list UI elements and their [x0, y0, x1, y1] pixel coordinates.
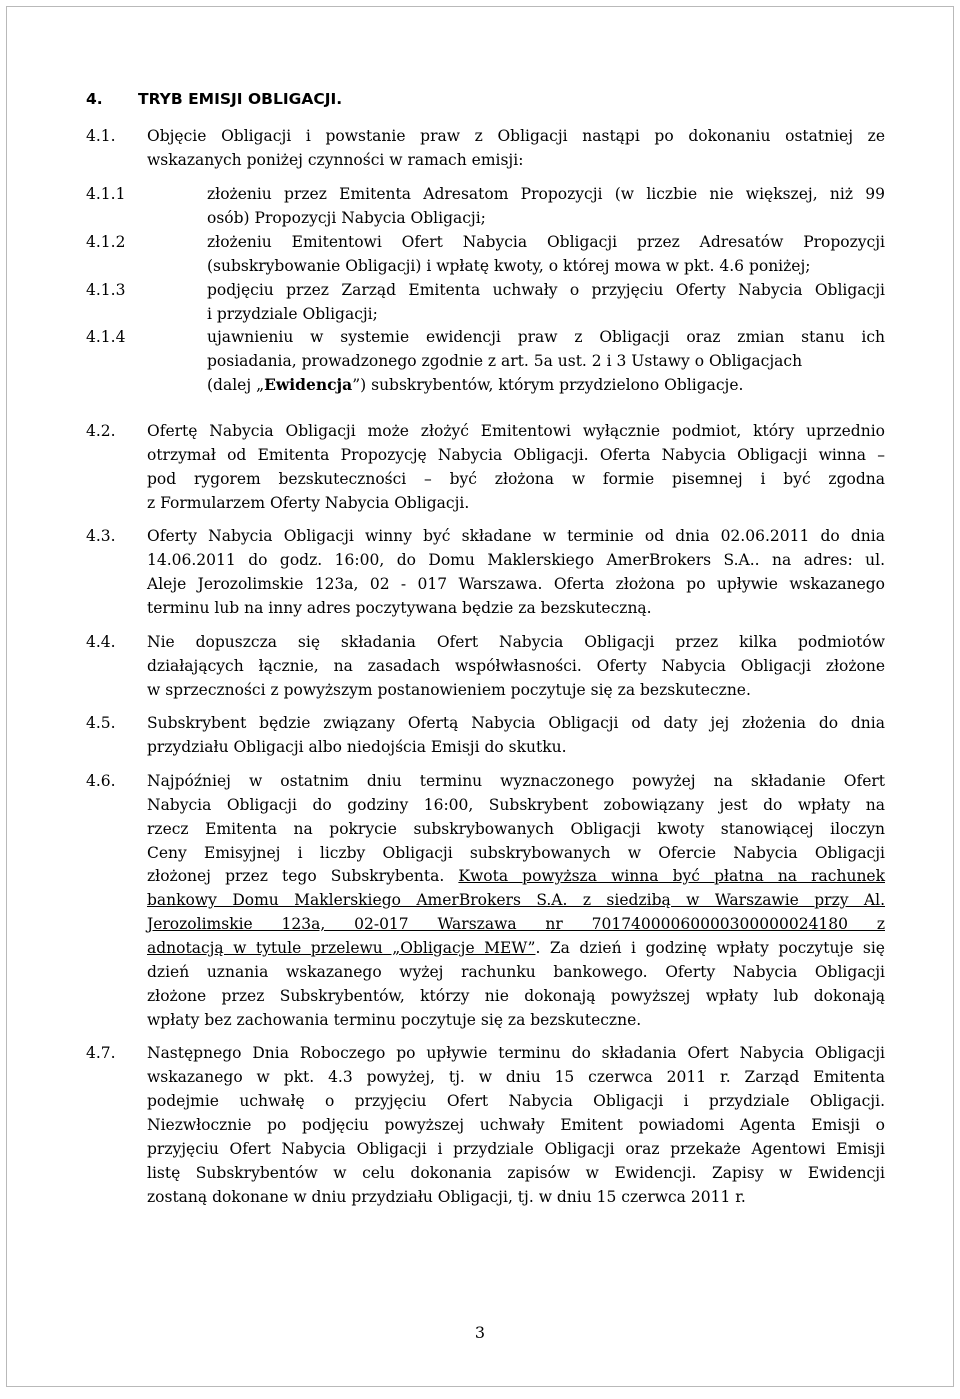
clause-text-line: Nabycia Obligacji do godziny 16:00, Subskrybent zobowiązany jest do wpłaty na — [147, 796, 885, 814]
clause-text-line: wpłaty bez zachowania terminu poczytuje się za bezskuteczne. — [147, 1011, 642, 1029]
underlined-text: Kwota powyższa winna być płatna na rachunek — [458, 867, 885, 885]
clause-text-line: Nie dopuszcza się składania Ofert Nabycia Obligacji przez kilka podmiotów — [147, 633, 885, 651]
clause-number: 4.4. — [86, 633, 116, 651]
defined-term: Ewidencja — [264, 375, 353, 394]
clause-number: 4.5. — [86, 714, 116, 732]
text-run: (dalej „ — [207, 376, 265, 394]
clause-text-line: Objęcie Obligacji i powstanie praw z Obligacji nastąpi po dokonaniu ostatniej ze — [147, 127, 885, 145]
clause-number: 4.1. — [86, 127, 116, 145]
underlined-text-line: bankowy Domu Maklerskiego AmerBrokers S.A. z siedzibą w Warszawie przy Al. — [147, 891, 885, 909]
clause-number: 4.2. — [86, 422, 116, 440]
clause-text-line: Najpóźniej w ostatnim dniu terminu wyznaczonego powyżej na składanie Ofert — [147, 772, 885, 790]
clause-number: 4.6. — [86, 772, 116, 790]
clause-text-line: zostaną dokonane w dniu przydziału Obligacji, tj. w dniu 15 czerwca 2011 r. — [147, 1188, 746, 1206]
clause-text-line: podejmie uchwałę o przyjęciu Ofert Nabycia Obligacji i przydziale Obligacji. — [147, 1092, 885, 1110]
text-run: złożonej przez tego Subskrybenta. — [147, 867, 459, 885]
subclause-text-line: złożeniu Emitentowi Ofert Nabycia Obligacji przez Adresatów Propozycji — [207, 233, 885, 251]
clause-text-line: Oferty Nabycia Obligacji winny być składane w terminie od dnia 02.06.2011 do dnia — [147, 527, 885, 545]
document-page — [6, 6, 954, 1387]
clause-text-line: Niezwłocznie po podjęciu powyższej uchwały Emitent powiadomi Agenta Emisji o — [147, 1116, 885, 1134]
section-title: TRYB EMISJI OBLIGACJI. — [138, 90, 343, 108]
page-number: 3 — [474, 1323, 486, 1342]
clause-text-line — [147, 938, 885, 958]
clause-number: 4.7. — [86, 1044, 116, 1062]
underlined-text: adnotacją w tytule przelewu „Obligacje MEW” — [147, 939, 536, 957]
clause-text-line: Następnego Dnia Roboczego po upływie terminu do składania Ofert Nabycia Obligacji — [147, 1044, 885, 1062]
clause-text-line: dzień uznania wskazanego wyżej rachunku bankowego. Oferty Nabycia Obligacji — [147, 963, 885, 981]
underlined-text-line: Jerozolimskie 123a, 02-017 Warszawa nr 70174000060000300000024180 z — [147, 915, 885, 933]
clause-text-line: Ofertę Nabycia Obligacji może złożyć Emitentowi wyłącznie podmiot, który uprzednio — [147, 422, 885, 440]
clause-text-line: otrzymał od Emitenta Propozycję Nabycia Obligacji. Oferta Nabycia Obligacji winna – — [147, 446, 885, 464]
clause-text-line: pod rygorem bezskuteczności – być złożona w formie pisemnej i być zgodna — [147, 470, 885, 488]
clause-text-line: terminu lub na inny adres poczytywana będzie za bezskuteczną. — [147, 599, 652, 617]
subclause-number: 4.1.1 — [86, 185, 126, 203]
clause-number: 4.3. — [86, 527, 116, 545]
clause-text-line: rzecz Emitenta na pokrycie subskrybowanych Obligacji kwoty stanowiącej iloczyn — [147, 820, 885, 838]
subclause-text-line: i przydziale Obligacji; — [207, 305, 378, 323]
clause-text-line: Aleje Jerozolimskie 123a, 02 - 017 Warszawa. Oferta złożona po upływie wskazanego — [147, 575, 885, 593]
clause-text-line: z Formularzem Oferty Nabycia Obligacji. — [147, 494, 470, 512]
clause-text-line: przyjęciu Ofert Nabycia Obligacji i przydziale Obligacji oraz przekaże Agentowi Emisji — [147, 1140, 885, 1158]
section-heading — [86, 89, 342, 109]
clause-text-line: Subskrybent będzie związany Ofertą Nabycia Obligacji od daty jej złożenia do dnia — [147, 714, 885, 732]
subclause-number: 4.1.4 — [86, 328, 126, 346]
clause-text-line: 14.06.2011 do godz. 16:00, do Domu Maklerskiego AmerBrokers S.A.. na adres: ul. — [147, 551, 885, 569]
clause-text-line: działających łącznie, na zasadach współwłasności. Oferty Nabycia Obligacji złożone — [147, 657, 885, 675]
clause-text-line: w sprzeczności z powyższym postanowieniem poczytuje się za bezskuteczne. — [147, 681, 751, 699]
text-run: . Za dzień i godzinę wpłaty poczytuje się — [535, 939, 885, 957]
clause-text-line: listę Subskrybentów w celu dokonania zapisów w Ewidencji. Zapisy w Ewidencji — [147, 1164, 885, 1182]
clause-text-line: Ceny Emisyjnej i liczby Obligacji subskrybowanych w Ofercie Nabycia Obligacji — [147, 844, 885, 862]
subclause-text-line: podjęciu przez Zarząd Emitenta uchwały o przyjęciu Oferty Nabycia Obligacji — [207, 281, 885, 299]
clause-text-line: wskazanego w pkt. 4.3 powyżej, tj. w dniu 15 czerwca 2011 r. Zarząd Emitenta — [147, 1068, 885, 1086]
subclause-text-line: osób) Propozycji Nabycia Obligacji; — [207, 209, 486, 227]
clause-text-line: złożone przez Subskrybentów, którzy nie dokonają powyższej wpłaty lub dokonają — [147, 987, 885, 1005]
clause-text-line: przydziału Obligacji albo niedojścia Emisji do skutku. — [147, 738, 567, 756]
subclause-text-line: posiadania, prowadzonego zgodnie z art. 5a ust. 2 i 3 Ustawy o Obligacjach — [207, 352, 803, 370]
clause-text-line: wskazanych poniżej czynności w ramach emisji: — [147, 151, 524, 169]
clause-text-line — [147, 866, 885, 886]
text-run: ”) subskrybentów, którym przydzielono Obligacje. — [352, 376, 744, 394]
subclause-text-line: ujawnieniu w systemie ewidencji praw z Obligacji oraz zmian stanu ich — [207, 328, 885, 346]
section-number: 4. — [86, 90, 103, 108]
subclause-number: 4.1.2 — [86, 233, 126, 251]
subclause-number: 4.1.3 — [86, 281, 126, 299]
subclause-text-line: złożeniu przez Emitenta Adresatom Propozycji (w liczbie nie większej, niż 99 — [207, 185, 885, 203]
subclause-text-line — [207, 375, 885, 395]
subclause-text-line: (subskrybowanie Obligacji) i wpłatę kwoty, o której mowa w pkt. 4.6 poniżej; — [207, 257, 811, 275]
